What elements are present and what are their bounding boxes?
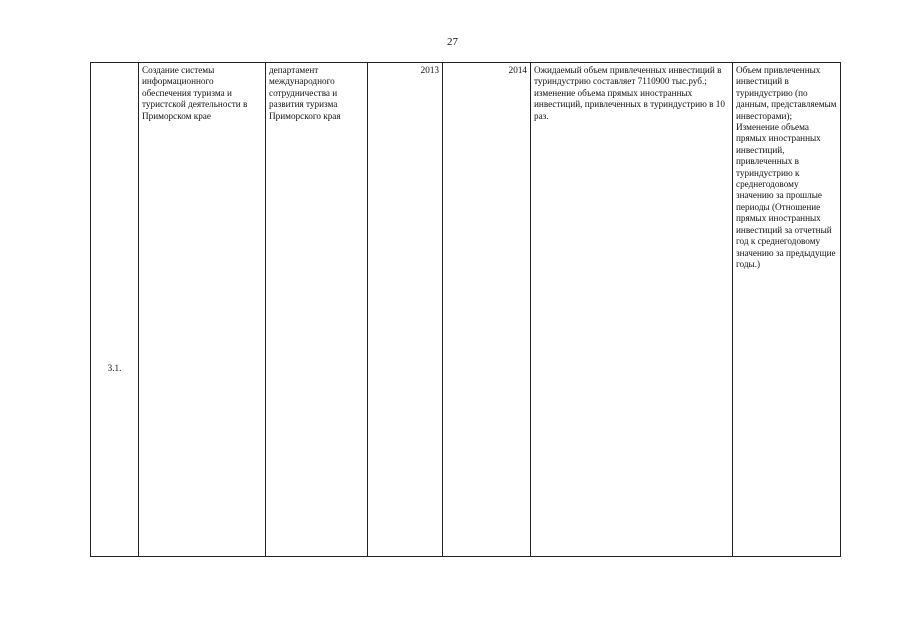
start-year-cell: 2013 <box>368 63 443 557</box>
program-table <box>90 62 841 557</box>
indicator-cell: Объем привлеченных инвестиций в туриндустрию (по данным, представляемым инвесторами); Изменение объема прямых иностранных инвестиций, привлеченных в туриндустрию к среднегодовому значению за прошлые периоды (Отношение прямых иностранных инвестиций за отчетный год к среднегодовому значению за предыдущие годы.) <box>733 63 841 557</box>
expected-result-cell: Ожидаемый объем привлеченных инвестиций в туриндустрию составляет 7110900 тыс.руб.; изменение объема прямых иностранных инвестиций, привлеченных в туриндустрию в 10 раз. <box>531 63 733 557</box>
activity-cell: Создание системы информационного обеспечения туризма и туристской деятельности в Приморском крае <box>139 63 266 557</box>
end-year-cell: 2014 <box>443 63 531 557</box>
responsible-cell: департамент международного сотрудничества и развития туризма Приморского края <box>266 63 368 557</box>
row-number-cell: 3.1. <box>91 63 139 557</box>
page-number: 27 <box>447 36 458 48</box>
table-row <box>91 63 841 557</box>
